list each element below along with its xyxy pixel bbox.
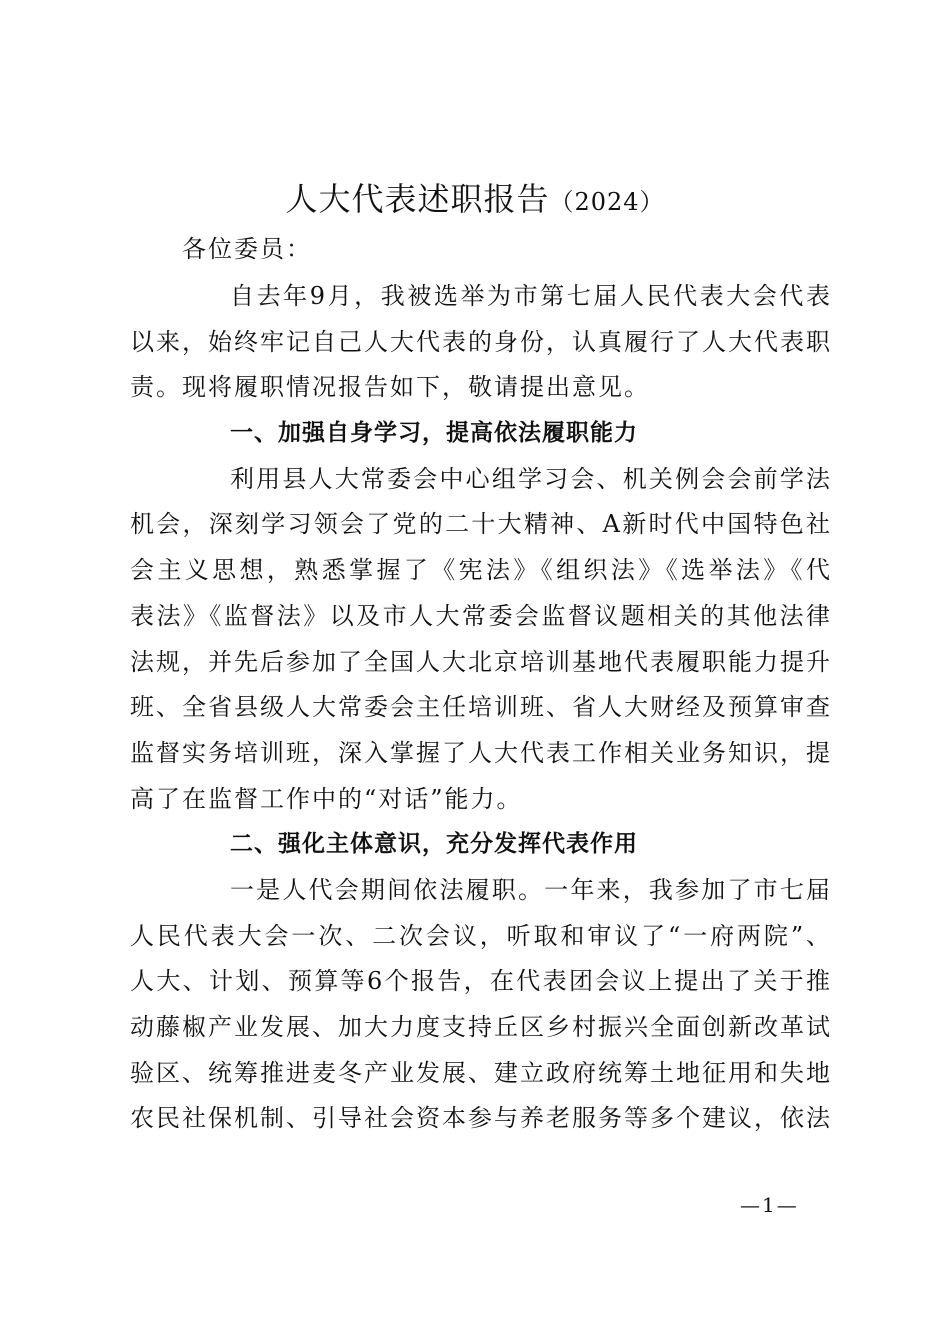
title-text: 人大代表述职报告 <box>285 180 550 218</box>
paragraph-line: 验区、统筹推进麦冬产业发展、建立政府统筹土地征用和失地 <box>130 1058 830 1087</box>
section-heading-1: 一、加强自身学习，提高依法履职能力 <box>230 420 638 447</box>
section-heading-2: 二、强化主体意识，充分发挥代表作用 <box>230 831 638 858</box>
salutation: 各位委员： <box>182 235 312 263</box>
paragraph-line: 自去年9月，我被选举为市第七届人民代表大会代表 <box>230 282 830 310</box>
paragraph-line: 一是人代会期间依法履职。一年来，我参加了市七届 <box>230 875 830 904</box>
page-number: —1— <box>740 1193 799 1217</box>
paragraph-line: 动藤椒产业发展、加大力度支持丘区乡村振兴全面创新改革试 <box>130 1013 830 1041</box>
paragraph-line: 法规，并先后参加了全国人大北京培训基地代表履职能力提升 <box>130 647 830 676</box>
paragraph-line: 机会，深刻学习领会了党的二十大精神、A新时代中国特色社 <box>130 510 830 539</box>
document-body <box>130 274 830 1142</box>
paragraph-line: 表法》《监督法》以及市人大常委会监督议题相关的其他法律 <box>130 601 830 630</box>
paragraph-line: 人民代表大会一次、二次会议，听取和审议了“一府两院”、 <box>130 921 830 950</box>
paragraph-line: 会主义思想，熟悉掌握了《宪法》《组织法》《选举法》《代 <box>130 556 830 585</box>
title-year: （2024） <box>549 188 665 216</box>
paragraph-line: 监督实务培训班，深入掌握了人大代表工作相关业务知识，提 <box>130 738 830 767</box>
paragraph-line: 班、全省县级人大常委会主任培训班、省人大财经及预算审查 <box>130 693 830 722</box>
paragraph-line: 人大、计划、预算等6个报告，在代表团会议上提出了关于推 <box>130 967 830 996</box>
paragraph-line: 责。现将履职情况报告如下，敬请提出意见。 <box>130 373 650 402</box>
paragraph-line: 以来，始终牢记自己人大代表的身份，认真履行了人大代表职 <box>130 327 830 356</box>
document-title <box>0 174 950 227</box>
paragraph-line: 农民社保机制、引导社会资本参与养老服务等多个建议，依法 <box>130 1104 830 1133</box>
paragraph-line: 利用县人大常委会中心组学习会、机关例会会前学法 <box>230 464 830 493</box>
paragraph-line: 高了在监督工作中的“对话”能力。 <box>130 784 523 813</box>
